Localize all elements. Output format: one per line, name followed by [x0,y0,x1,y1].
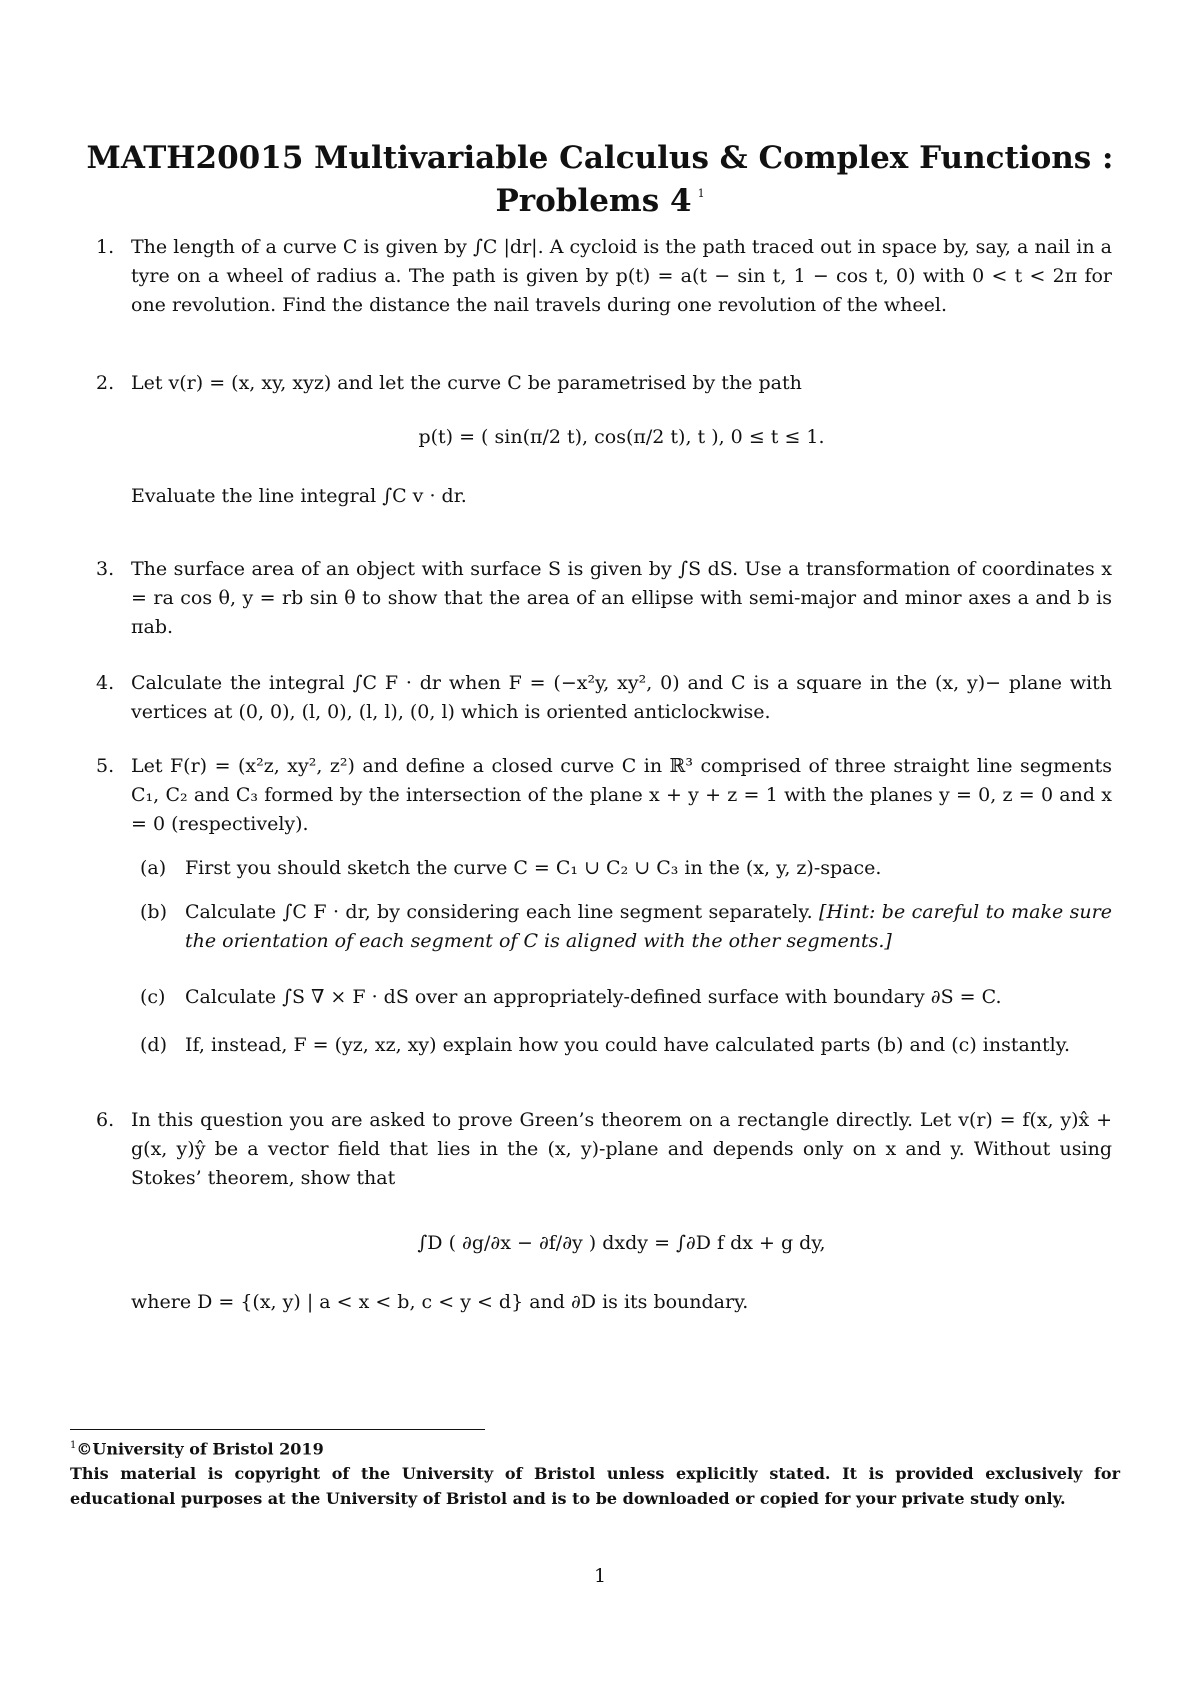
problem-5-part-d [140,1031,1112,1060]
part-hint: [Hint: be careful to make sure the orientation of each segment of C is aligned with the other segments.] [185,901,1112,952]
footnote-mark: 1 [70,1440,77,1451]
part-text: First you should sketch the curve C = C₁ ∪ C₂ ∪ C₃ in the (x, y, z)-space. [185,857,882,879]
part-text: Calculate ∫C F · dr, by considering each line segment separately. [185,901,813,923]
footnote-divider [70,1429,485,1430]
problem-text: Let F(r) = (x²z, xy², z²) and define a closed curve C in ℝ³ comprised of three straight line segments C₁, C₂ and C₃ formed by the intersection of the plane x + y + z = 1 with the planes y = 0, z = 0 and x = 0 (respectively). [131,755,1112,835]
problem-5 [96,752,1112,839]
problem-1 [96,233,1112,320]
footnote [70,1433,1120,1511]
problem-text: Calculate the integral ∫C F · dr when F = (−x²y, xy², 0) and C is a square in the (x, y)− plane with vertices at (0, 0), (l, 0), (l, l), (0, l) which is oriented anticlockwise. [131,672,1112,723]
title-line-1: MATH20015 Multivariable Calculus & Complex Functions : [86,140,1114,176]
title-line-2: Problems 4 [495,183,692,219]
problem-text: The length of a curve C is given by ∫C |dr|. A cycloid is the path traced out in space by, say, a nail in a tyre on a wheel of radius a. The path is given by p(t) = a(t − sin t, 1 − cos t, 0) with 0 < t < 2π for one revolution. Find the distance the nail travels during one revolution of the wheel. [131,236,1112,316]
problem-4 [96,669,1112,727]
problem-number: 2. [96,372,115,394]
part-label: (b) [140,901,167,923]
part-text: Calculate ∫S ∇ × F · dS over an appropriately-defined surface with boundary ∂S = C. [185,986,1002,1008]
problem-text-after: Evaluate the line integral ∫C v · dr. [131,485,467,507]
document-title [70,140,1130,219]
part-label: (a) [140,857,167,879]
problem-5-part-b [140,898,1112,956]
display-equation: ∫D ( ∂g/∂x − ∂f/∂y ) dxdy = ∫∂D f dx + g dy, [417,1232,826,1254]
problem-5-part-c [140,983,1112,1012]
problem-3 [96,555,1112,642]
display-equation: p(t) = ( sin(π/2 t), cos(π/2 t), t ), 0 ≤ t ≤ 1. [418,426,825,448]
title-footnote-mark: 1 [697,187,705,200]
part-text: If, instead, F = (yz, xz, xy) explain how you could have calculated parts (b) and (c) instantly. [185,1034,1070,1056]
part-label: (d) [140,1034,167,1056]
problem-text-after: where D = {(x, y) | a < x < b, c < y < d} and ∂D is its boundary. [131,1291,749,1313]
part-label: (c) [140,986,166,1008]
problem-text: The surface area of an object with surface S is given by ∫S dS. Use a transformation of coordinates x = ra cos θ, y = rb sin θ to show that the area of an ellipse with semi-major and minor axes a and b is πab. [131,558,1112,638]
problem-number: 4. [96,672,115,694]
problem-number: 1. [96,236,115,258]
problem-5-part-a [140,854,1112,883]
footnote-head: ©University of Bristol 2019 [76,1439,324,1459]
problem-text: Let v(r) = (x, xy, xyz) and let the curve C be parametrised by the path [131,372,802,394]
problem-number: 6. [96,1109,115,1131]
problem-2 [96,369,1112,511]
footnote-text: This material is copyright of the University of Bristol unless explicitly stated. It is provided exclusively for educational purposes at the University of Bristol and is to be downloaded or copied for your private study only. [70,1464,1120,1509]
problem-number: 5. [96,755,115,777]
problem-number: 3. [96,558,115,580]
page-number: 1 [593,1565,607,1587]
problem-text: In this question you are asked to prove Green’s theorem on a rectangle directly. Let v(r) = f(x, y)x̂ + g(x, y)ŷ be a vector field that lies in the (x, y)-plane and depends only on x and y. Without using Stokes’ theorem, show that [131,1109,1112,1189]
problem-6 [96,1106,1112,1317]
